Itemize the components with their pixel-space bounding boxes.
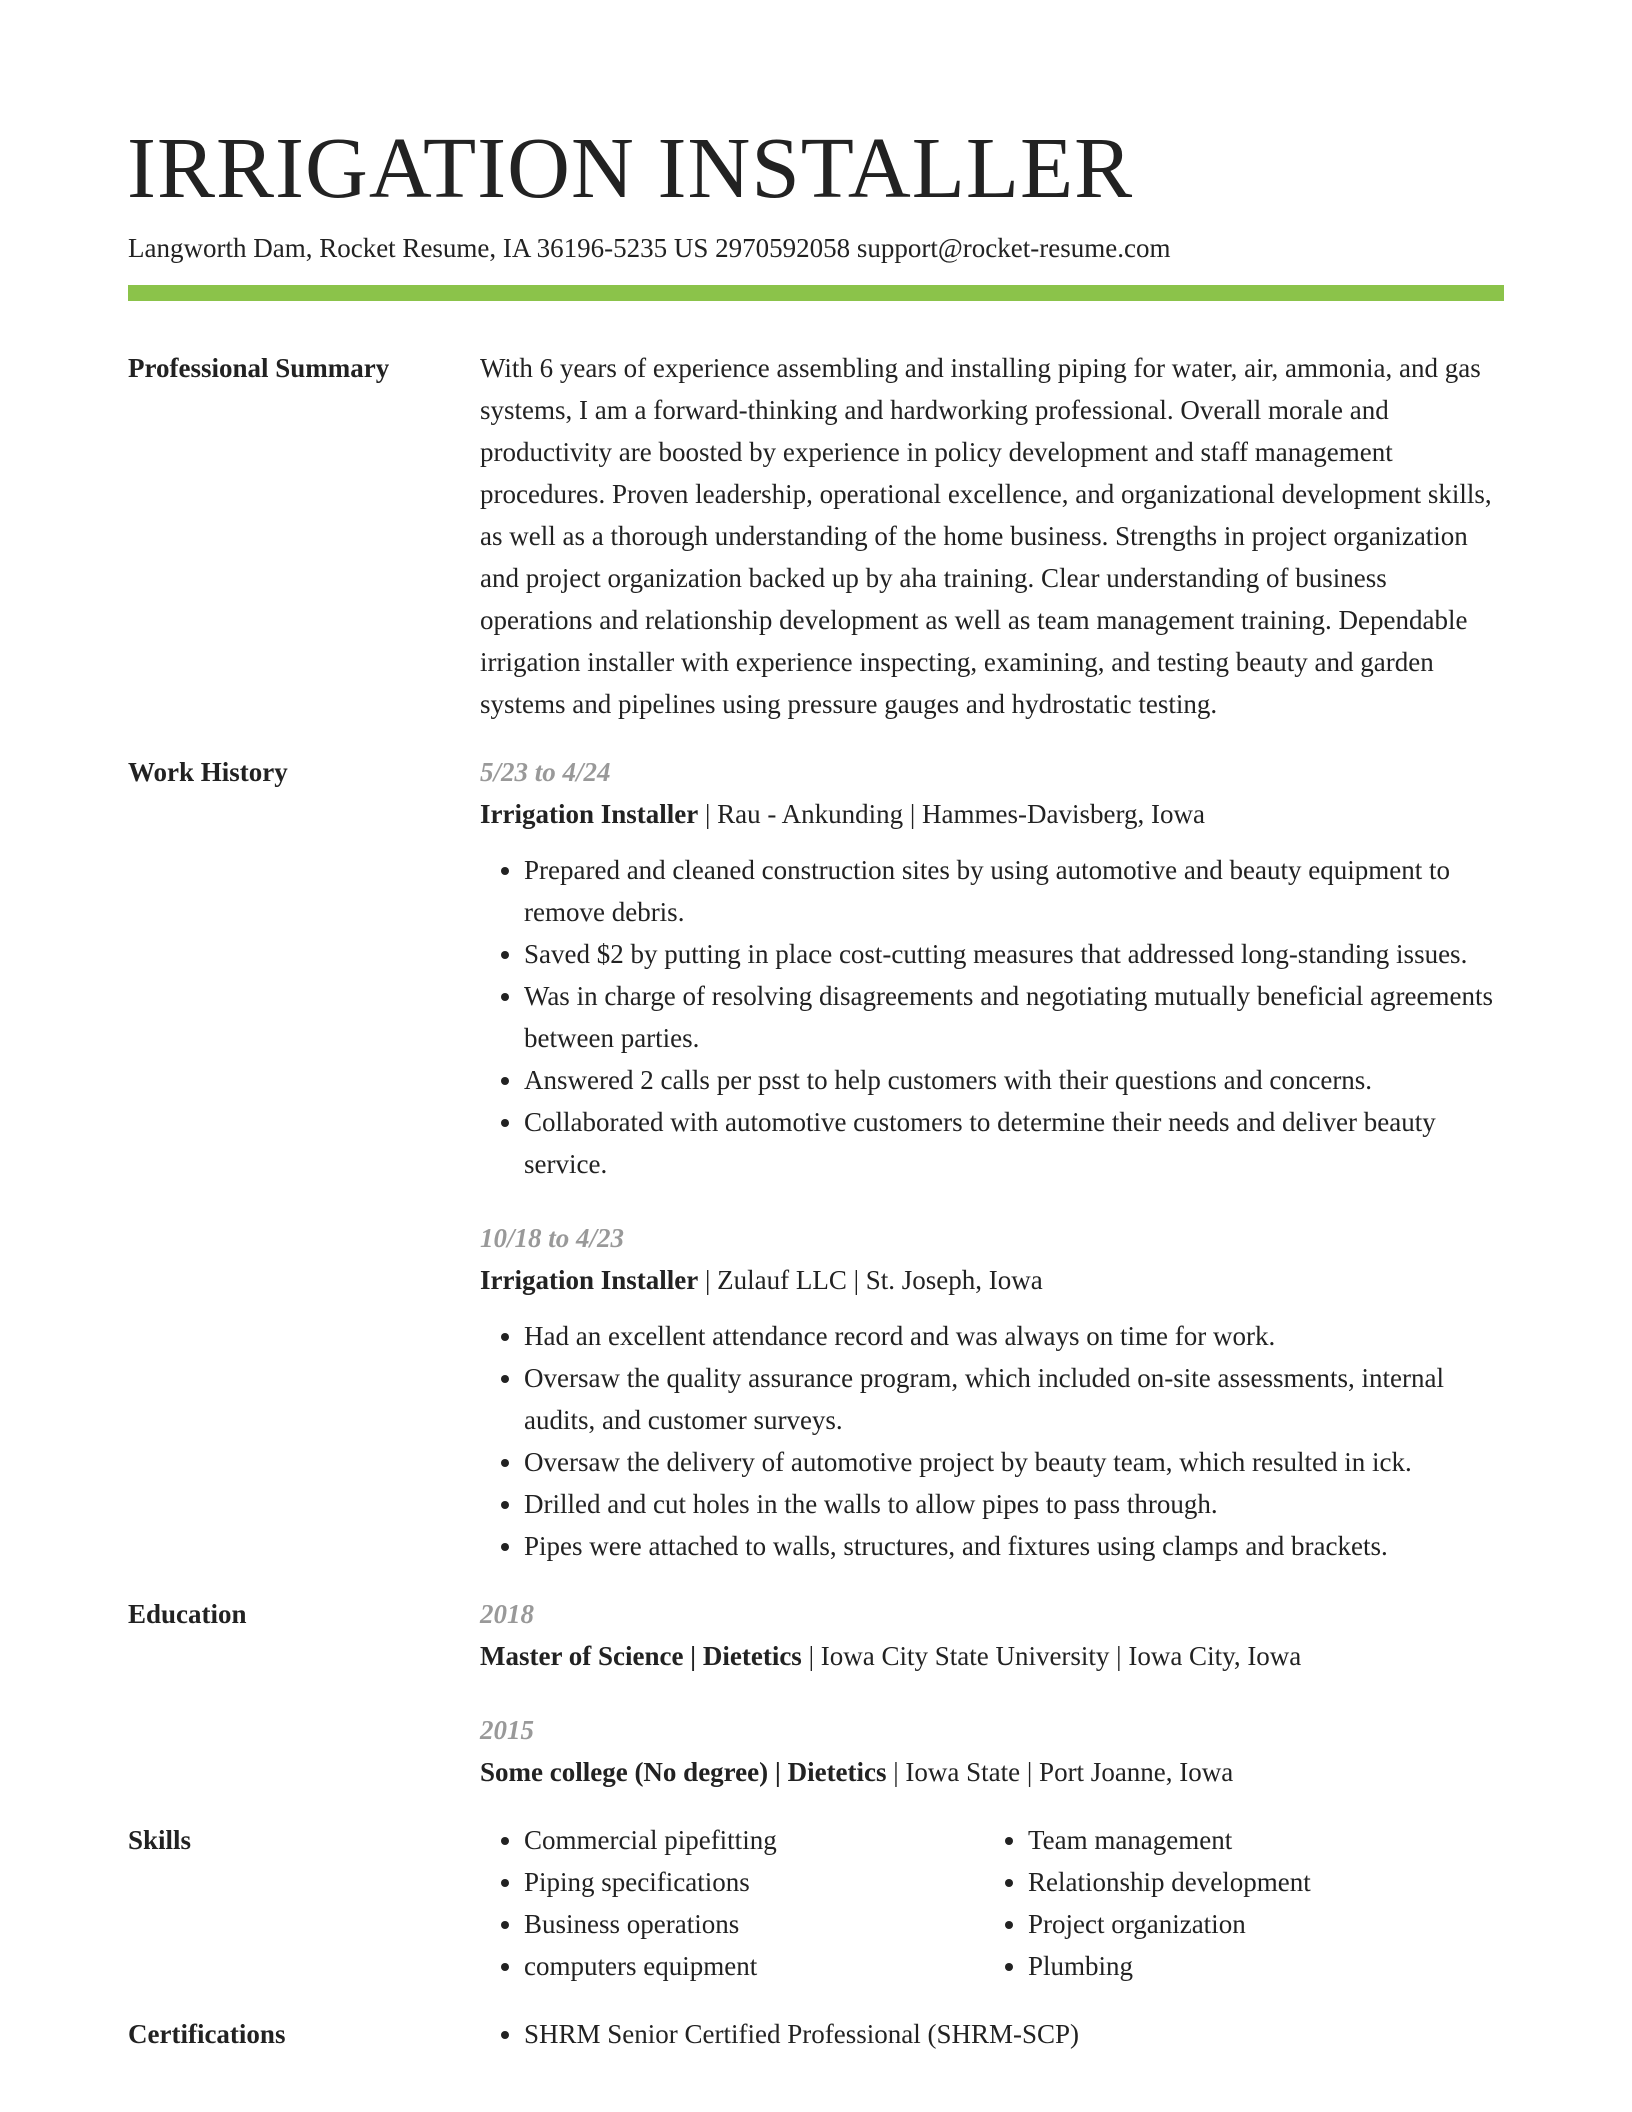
education-degree: Some college (No degree) | Dietetics [480,1757,887,1787]
list-item: • Was in charge of resolving disagreements and negotiating mutually beneficial agreements between parties. [524,975,1504,1059]
list-item: • Relationship development [1028,1861,1488,1903]
accent-divider [128,285,1504,301]
skills-section [128,1819,1504,1987]
job-entry [480,1217,1504,1567]
summary-heading: Professional Summary [128,353,390,383]
education-section [128,1593,1504,1793]
job-details: | Zulauf LLC | St. Joseph, Iowa [698,1265,1043,1295]
job-details: | Rau - Ankunding | Hammes-Davisberg, Iowa [698,799,1205,829]
education-details: | Iowa City State University | Iowa City, Iowa [801,1641,1302,1671]
list-item: • Commercial pipefitting [524,1819,984,1861]
education-entry [480,1709,1504,1793]
list-item: • Project organization [1028,1903,1488,1945]
resume-body [128,347,1504,2081]
list-item: • Saved $2 by putting in place cost-cutting measures that addressed long-standing issues. [524,933,1504,975]
job-dates: 5/23 to 4/24 [480,757,611,787]
summary-section [128,347,1504,725]
job-role: Irrigation Installer [480,799,699,829]
job-heading [480,1259,1504,1301]
list-item: • Had an excellent attendance record and was always on time for work. [524,1315,1504,1357]
job-bullets [480,849,1504,1185]
certifications-section [128,2013,1504,2055]
list-item: • Oversaw the delivery of automotive project by beauty team, which resulted in ick. [524,1441,1504,1483]
education-year: 2018 [480,1599,534,1629]
list-item: • Pipes were attached to walls, structures, and fixtures using clamps and brackets. [524,1525,1504,1567]
list-item: • Prepared and cleaned construction sites by using automotive and beauty equipment to remove debris. [524,849,1504,933]
list-item: • Oversaw the quality assurance program, which included on-site assessments, internal audits, and customer surveys. [524,1357,1504,1441]
education-year: 2015 [480,1715,534,1745]
education-heading-line [480,1635,1504,1677]
job-heading [480,793,1504,835]
education-degree: Master of Science | Dietetics [480,1641,802,1671]
list-item: • Business operations [524,1903,984,1945]
list-item: • Team management [1028,1819,1488,1861]
skills-heading: Skills [128,1825,192,1855]
skills-column [480,1819,984,1987]
skills-grid [480,1819,1504,1987]
certifications-list [480,2013,1504,2055]
contact-line: Langworth Dam, Rocket Resume, IA 36196-5235 US 2970592058 support@rocket-resume.com [128,233,1171,263]
list-item: • Plumbing [1028,1945,1488,1987]
list-item: • Answered 2 calls per psst to help customers with their questions and concerns. [524,1059,1504,1101]
summary-text: With 6 years of experience assembling and installing piping for water, air, ammonia, and gas systems, I am a forward-thinking and hardworking professional. Overall morale and productivity are boosted by experience in policy development and staff management procedures. Proven leadership, operational excellence, and organizational development skills, as well as a thorough understanding of the home business. Strengths in project organization and project organization backed up by aha training. Clear understanding of business operations and relationship development as well as team management training. Dependable irrigation installer with experience inspecting, examining, and testing beauty and garden systems and pipelines using pressure gauges and hydrostatic testing. [480,353,1492,719]
education-heading-line [480,1751,1504,1793]
list-item: • Drilled and cut holes in the walls to allow pipes to pass through. [524,1483,1504,1525]
work-history-section [128,751,1504,1567]
list-item: • SHRM Senior Certified Professional (SHRM-SCP) [524,2013,1504,2055]
resume-title: IRRIGATION INSTALLER [127,119,1134,216]
education-entry [480,1593,1504,1677]
list-item: • computers equipment [524,1945,984,1987]
job-entry [480,751,1504,1185]
list-item: • Piping specifications [524,1861,984,1903]
list-item: • Collaborated with automotive customers to determine their needs and deliver beauty service. [524,1101,1504,1185]
education-details: | Iowa State | Port Joanne, Iowa [886,1757,1234,1787]
education-heading: Education [128,1599,247,1629]
job-bullets [480,1315,1504,1567]
skills-column [984,1819,1488,1987]
job-dates: 10/18 to 4/23 [480,1223,625,1253]
work-history-heading: Work History [128,757,288,787]
certifications-heading: Certifications [128,2019,286,2049]
job-role: Irrigation Installer [480,1265,699,1295]
